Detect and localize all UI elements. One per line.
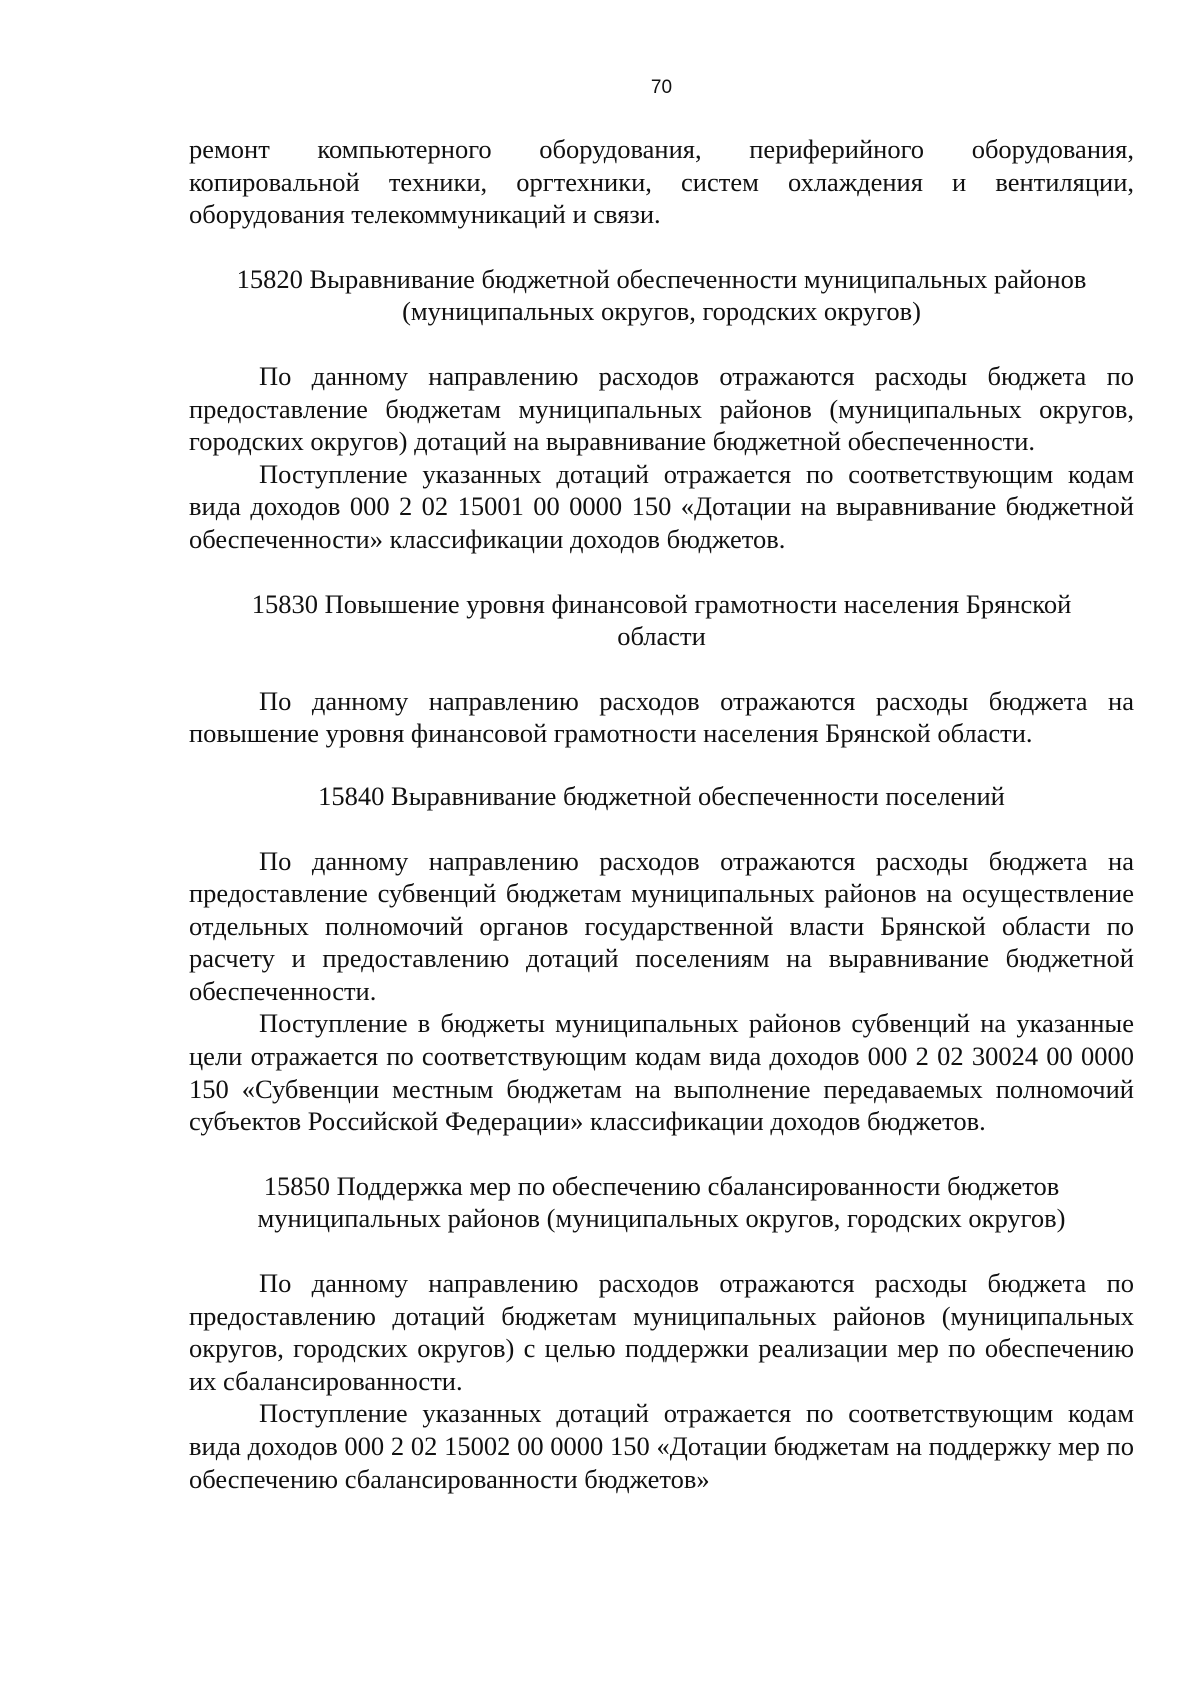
paragraph-15820-1: По данному направлению расходов отражаются расходы бюджета по предоставление бюджетам муниципальных районов (муниципальных округов, городских округов) дотаций на выравнивание бюджетной обеспеченности. bbox=[189, 360, 1134, 457]
paragraph-15840-2: Поступление в бюджеты муниципальных районов субвенций на указанные цели отражается по соответствующим кодам вида доходов 000 2 02 30024 00 0000 150 «Субвенции местным бюджетам на выполнение передаваемых полномочий субъектов Российской Федерации» классификации доходов бюджетов. bbox=[189, 1008, 1134, 1137]
section-heading-15840: 15840 Выравнивание бюджетной обеспеченности поселений bbox=[318, 780, 1005, 811]
page-number: 70 bbox=[650, 77, 673, 98]
paragraph-15850-1: По данному направлению расходов отражаются расходы бюджета по предоставлению дотаций бюджетам муниципальных районов (муниципальных округов, городских округов) с целью поддержки реализации мер по обеспечению их сбалансированности. bbox=[189, 1268, 1134, 1396]
paragraph-15830-1: По данному направлению расходов отражаются расходы бюджета на повышение уровня финансовой грамотности населения Брянской области. bbox=[189, 685, 1134, 749]
section-heading-15820: 15820 Выравнивание бюджетной обеспеченности муниципальных районов (муниципальных округов, городских округов) bbox=[236, 263, 1087, 327]
paragraph-15820-2: Поступление указанных дотаций отражается по соответствующим кодам вида доходов 000 2 02 15001 00 0000 150 «Дотации на выравнивание бюджетной обеспеченности» классификации доходов бюджетов. bbox=[189, 458, 1134, 554]
document-body bbox=[189, 133, 1134, 1495]
paragraph-15840-1: По данному направлению расходов отражаются расходы бюджета на предоставление субвенций бюджетам муниципальных районов на осуществление отдельных полномочий органов государственной власти Брянской области по расчету и предоставлению дотаций поселениям на выравнивание бюджетной обеспеченности. bbox=[189, 845, 1134, 1006]
document-page bbox=[189, 0, 1134, 1695]
intro-paragraph: ремонт компьютерного оборудования, периферийного оборудования, копировальной техники, оргтехники, систем охлаждения и вентиляции, оборудования телекоммуникаций и связи. bbox=[189, 134, 1134, 230]
section-heading-15830: 15830 Повышение уровня финансовой грамотности населения Брянской области bbox=[251, 588, 1072, 652]
section-heading-15850: 15850 Поддержка мер по обеспечению сбалансированности бюджетов муниципальных районов (муниципальных округов, городских округов) bbox=[257, 1170, 1066, 1234]
paragraph-15850-2: Поступление указанных дотаций отражается по соответствующим кодам вида доходов 000 2 02 15002 00 0000 150 «Дотации бюджетам на поддержку мер по обеспечению сбалансированности бюджетов» bbox=[189, 1398, 1134, 1494]
